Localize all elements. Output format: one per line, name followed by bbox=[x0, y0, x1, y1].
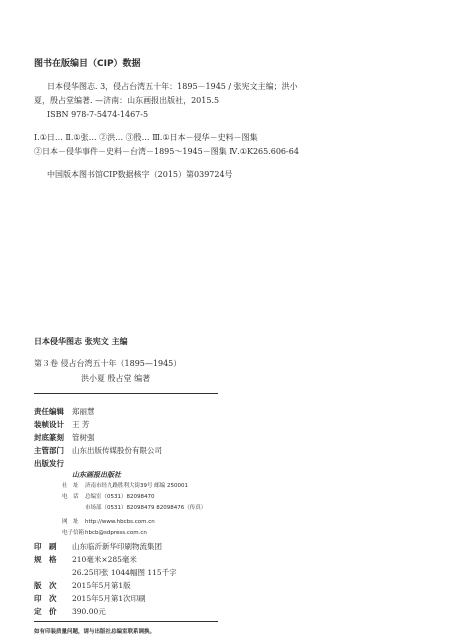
spec-label: 规 格 bbox=[34, 555, 57, 564]
series-title: 日本侵华图志 张宪文 主编 bbox=[34, 337, 128, 346]
contact-label: 社 址 bbox=[62, 483, 79, 489]
field-value: 郑丽慧 bbox=[72, 407, 95, 416]
spec-label: 印 刷 bbox=[34, 542, 57, 551]
cip-classification-1: Ⅰ.①日… Ⅱ.①张… ②洪… ③殷… Ⅲ.①日本－侵华－史料－图集 bbox=[34, 133, 258, 142]
contact-value: 济南市经九路胜利大街39号 邮编 250001 bbox=[85, 483, 188, 489]
spec-value: 2015年5月第1版 bbox=[72, 581, 131, 590]
field-value: 王 芳 bbox=[72, 420, 90, 429]
authors: 洪小夏 殷占堂 编著 bbox=[81, 374, 151, 383]
cip-line-1: 日本侵华图志. 3，侵占台湾五十年：1895－1945 / 张宪文主编；洪小 bbox=[47, 82, 298, 91]
spec-value: 2015年5月第1次印刷 bbox=[72, 594, 146, 603]
spec-value: 山东临沂新华印刷物流集团 bbox=[72, 542, 162, 551]
spec-label: 定 价 bbox=[34, 607, 57, 616]
field-label: 主管部门 bbox=[34, 446, 64, 455]
contact-label: 网 址 bbox=[62, 519, 79, 525]
spec-label: 印 次 bbox=[34, 594, 57, 603]
price-value: 390.00元 bbox=[72, 607, 106, 616]
spec-label: 版 次 bbox=[34, 581, 57, 590]
divider-bottom bbox=[34, 621, 218, 622]
spec-value: 210毫米×285毫米 bbox=[72, 555, 137, 564]
footer-note: 如有印装质量问题，请与出版社总编室联系调换。 bbox=[34, 629, 156, 635]
contact-value: 总编室（0531）82098470 bbox=[85, 494, 155, 500]
cip-isbn: ISBN 978-7-5474-1467-5 bbox=[47, 110, 149, 119]
field-value: 管树强 bbox=[72, 433, 95, 442]
volume-title: 第３卷 侵占台湾五十年（1895—1945） bbox=[34, 359, 182, 368]
cip-line-2: 夏，殷占堂编著. —济南：山东画报出版社，2015.5 bbox=[34, 96, 220, 105]
cip-record-number: 中国版本图书馆CIP数据核字（2015）第039724号 bbox=[47, 170, 233, 179]
field-value: 山东出版传媒股份有限公司 bbox=[72, 446, 162, 455]
spec-value: 26.25印张 1044幅图 115千字 bbox=[72, 568, 177, 577]
field-label: 装帧设计 bbox=[34, 420, 64, 429]
publisher-logo: 山东画报出版社 bbox=[72, 470, 121, 479]
contact-label: 电 话 bbox=[62, 494, 79, 500]
email-link[interactable]: hbcb@sdpress.com.cn bbox=[85, 530, 147, 536]
cip-heading: 图书在版编目（CIP）数据 bbox=[34, 59, 141, 69]
field-label: 责任编辑 bbox=[34, 407, 64, 416]
divider-top bbox=[34, 393, 218, 394]
field-label: 出版发行 bbox=[34, 459, 64, 468]
cip-classification-2: ②日本－侵华事件－史料－台湾－1895～1945－图集 Ⅳ.①K265.606-64 bbox=[34, 147, 299, 156]
field-label: 封底篆刻 bbox=[34, 433, 64, 442]
website-link[interactable]: http://www.hbcbs.com.cn bbox=[85, 519, 155, 525]
contact-label: 电子信箱 bbox=[62, 530, 85, 536]
contact-value: 市场部（0531）82098479 82098476（传真） bbox=[85, 505, 207, 511]
